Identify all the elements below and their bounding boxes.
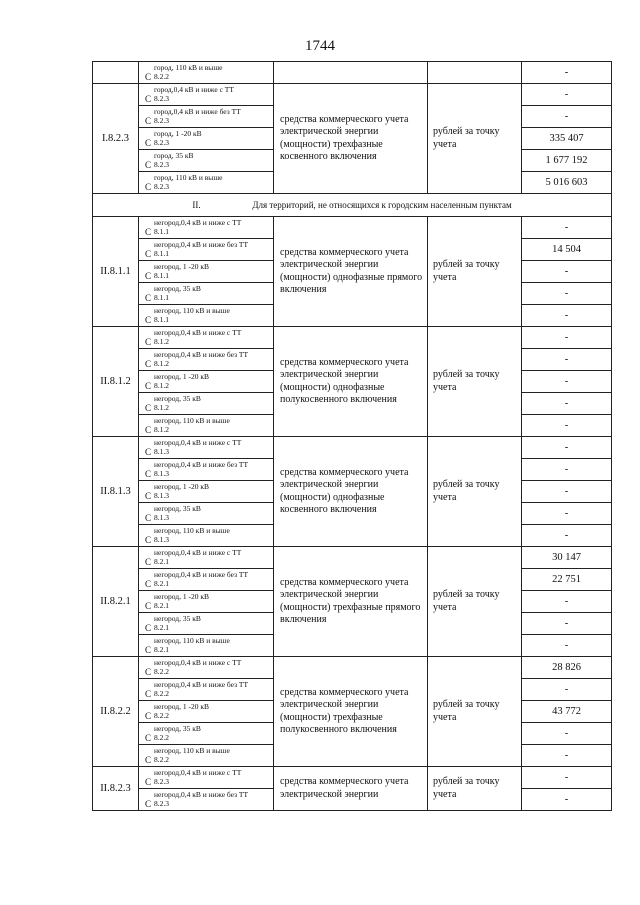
sub-name: негород, 35 кВ [154,394,201,403]
sub-name: негород, 110 кВ и выше [154,636,230,645]
sub-cell [139,172,274,194]
sub-cell [139,128,274,150]
sub-label [154,548,241,566]
sub-num: 8.1.3 [154,513,169,522]
sub-c-letter: С [145,579,152,589]
row-value: - [522,481,612,503]
sub-label [154,151,194,169]
sub-label [154,746,230,764]
sub-label [154,482,209,500]
sub-cell [139,723,274,745]
sub-label [154,350,248,368]
sub-name: негород, 1 -20 кВ [154,482,209,491]
sub-num: 8.2.2 [154,711,169,720]
sub-label [154,63,222,81]
sub-label [154,107,241,125]
sub-label [154,173,222,191]
sub-cell [139,217,274,239]
sub-cell [139,591,274,613]
row-code: I.8.2.3 [93,84,139,194]
row-unit: рублей за точку учета [428,217,522,327]
row-value: - [522,613,612,635]
sub-c-letter: С [145,315,152,325]
sub-c-letter: С [145,447,152,457]
row-unit: рублей за точку учета [428,547,522,657]
sub-c-letter: С [145,799,152,809]
row-value: - [522,217,612,239]
row-code: II.8.2.3 [93,767,139,811]
row-description [274,62,428,84]
sub-num: 8.1.3 [154,447,169,456]
table-row [93,767,612,789]
sub-label [154,614,201,632]
table-row [93,657,612,679]
sub-c-letter: С [145,557,152,567]
sub-c-letter: С [145,381,152,391]
sub-label [154,702,209,720]
sub-name: негород,0,4 кВ и ниже без ТТ [154,570,249,579]
sub-num: 8.1.1 [154,227,169,236]
sub-num: 8.2.1 [154,579,169,588]
sub-label [154,636,230,654]
sub-name: негород,0,4 кВ и ниже с ТТ [154,768,242,777]
sub-name: негород, 110 кВ и выше [154,416,230,425]
sub-name: негород, 1 -20 кВ [154,372,209,381]
row-value: - [522,503,612,525]
sub-label [154,85,234,103]
row-value: 28 826 [522,657,612,679]
sub-label [154,218,241,236]
tariff-table [92,61,612,811]
row-description: средства коммерческого учета электрической энергии (мощности) трехфазные полукосвенного включения [274,657,428,767]
sub-num: 8.2.3 [154,160,169,169]
table-row [93,547,612,569]
sub-num: 8.1.1 [154,249,169,258]
sub-label [154,328,241,346]
row-value: - [522,767,612,789]
sub-label [154,680,248,698]
sub-name: город, 110 кВ и выше [154,173,223,182]
sub-num: 8.1.2 [154,359,169,368]
sub-num: 8.1.3 [154,469,169,478]
sub-num: 8.1.1 [154,271,169,280]
sub-num: 8.2.2 [154,667,169,676]
sub-name: негород, 35 кВ [154,614,201,623]
sub-cell [139,701,274,723]
row-value: 43 772 [522,701,612,723]
sub-num: 8.2.1 [154,557,169,566]
sub-cell [139,635,274,657]
sub-c-letter: С [145,645,152,655]
sub-num: 8.2.2 [154,72,169,81]
sub-num: 8.2.3 [154,94,169,103]
sub-num: 8.2.3 [154,777,169,786]
sub-num: 8.1.3 [154,491,169,500]
sub-cell [139,349,274,371]
sub-name: негород,0,4 кВ и ниже без ТТ [154,460,249,469]
row-value: 1 677 192 [522,150,612,172]
sub-num: 8.1.1 [154,315,169,324]
row-value: - [522,62,612,84]
sub-cell [139,789,274,811]
sub-label [154,438,241,456]
sub-cell [139,459,274,481]
sub-cell [139,745,274,767]
sub-cell [139,503,274,525]
sub-c-letter: С [145,667,152,677]
sub-cell [139,283,274,305]
sub-name: негород, 1 -20 кВ [154,592,209,601]
sub-name: город, 110 кВ и выше [154,63,223,72]
sub-cell [139,393,274,415]
sub-cell [139,261,274,283]
page-number: 1744 [305,38,335,54]
sub-c-letter: С [145,182,152,192]
row-value: - [522,371,612,393]
sub-label [154,768,241,786]
sub-num: 8.2.1 [154,601,169,610]
sub-label [154,394,201,412]
sub-label [154,592,209,610]
row-value: 14 504 [522,239,612,261]
sub-label [154,570,248,588]
sub-name: негород,0,4 кВ и ниже с ТТ [154,218,242,227]
sub-c-letter: С [145,755,152,765]
sub-label [154,526,230,544]
sub-num: 8.2.3 [154,799,169,808]
sub-num: 8.2.2 [154,689,169,698]
sub-label [154,262,209,280]
section-title: Для территорий, не относящихся к городским населенным пунктам [252,200,512,210]
sub-cell [139,437,274,459]
row-unit: рублей за точку учета [428,437,522,547]
sub-num: 8.2.1 [154,623,169,632]
sub-name: негород, 110 кВ и выше [154,306,230,315]
sub-name: негород,0,4 кВ и ниже с ТТ [154,548,242,557]
sub-label [154,460,248,478]
sub-cell [139,547,274,569]
row-description: средства коммерческого учета электрической энергии [274,767,428,811]
sub-name: город,0,4 кВ и ниже с ТТ [154,85,234,94]
row-value: 5 016 603 [522,172,612,194]
sub-cell [139,481,274,503]
sub-c-letter: С [145,160,152,170]
sub-c-letter: С [145,733,152,743]
sub-c-letter: С [145,271,152,281]
row-value: - [522,679,612,701]
row-value: - [522,327,612,349]
row-code: II.8.1.1 [93,217,139,327]
sub-num: 8.2.2 [154,755,169,764]
sub-c-letter: С [145,227,152,237]
sub-name: негород, 110 кВ и выше [154,526,230,535]
sub-num: 8.2.3 [154,138,169,147]
row-value: - [522,415,612,437]
row-unit: рублей за точку учета [428,84,522,194]
row-value: - [522,305,612,327]
sub-cell [139,371,274,393]
sub-name: негород, 35 кВ [154,724,201,733]
sub-c-letter: С [145,249,152,259]
sub-num: 8.1.2 [154,425,169,434]
row-code: II.8.2.1 [93,547,139,657]
sub-label [154,504,201,522]
sub-cell [139,657,274,679]
sub-name: негород,0,4 кВ и ниже с ТТ [154,658,242,667]
row-value: - [522,106,612,128]
sub-c-letter: С [145,116,152,126]
sub-name: негород, 35 кВ [154,284,201,293]
sub-c-letter: С [145,491,152,501]
row-value: 335 407 [522,128,612,150]
sub-c-letter: С [145,337,152,347]
row-unit: рублей за точку учета [428,767,522,811]
sub-c-letter: С [145,469,152,479]
row-value: - [522,349,612,371]
row-value: - [522,723,612,745]
sub-name: негород,0,4 кВ и ниже с ТТ [154,438,242,447]
row-value: - [522,393,612,415]
sub-label [154,416,230,434]
table-row [93,327,612,349]
row-value: 22 751 [522,569,612,591]
table-row [93,217,612,239]
sub-cell [139,327,274,349]
sub-num: 8.1.3 [154,535,169,544]
sub-cell [139,305,274,327]
sub-name: негород,0,4 кВ и ниже без ТТ [154,350,249,359]
sub-c-letter: С [145,359,152,369]
sub-name: негород, 1 -20 кВ [154,702,209,711]
sub-label [154,372,209,390]
sub-name: город, 35 кВ [154,151,194,160]
row-value: - [522,261,612,283]
sub-label [154,284,201,302]
row-value: - [522,84,612,106]
sub-cell [139,613,274,635]
sub-name: негород, 1 -20 кВ [154,262,209,271]
sub-num: 8.1.1 [154,293,169,302]
sub-cell [139,415,274,437]
sub-c-letter: С [145,623,152,633]
sub-c-letter: С [145,138,152,148]
sub-name: город, 1 -20 кВ [154,129,202,138]
sub-cell [139,84,274,106]
sub-num: 8.2.3 [154,182,169,191]
row-unit: рублей за точку учета [428,327,522,437]
sub-c-letter: С [145,94,152,104]
sub-cell [139,106,274,128]
sub-cell [139,239,274,261]
sub-c-letter: С [145,689,152,699]
sub-cell [139,525,274,547]
row-value: - [522,591,612,613]
table-row [93,62,612,84]
row-description: средства коммерческого учета электрической энергии (мощности) трехфазные прямого включения [274,547,428,657]
row-value: - [522,437,612,459]
section-number: II. [192,200,201,210]
sub-c-letter: С [145,513,152,523]
row-description: средства коммерческого учета электрической энергии (мощности) трехфазные косвенного включения [274,84,428,194]
row-value: - [522,745,612,767]
row-description: средства коммерческого учета электрической энергии (мощности) однофазные прямого включения [274,217,428,327]
section-header [93,194,612,217]
sub-cell [139,569,274,591]
sub-cell [139,150,274,172]
sub-num: 8.2.2 [154,733,169,742]
sub-name: город,0,4 кВ и ниже без ТТ [154,107,241,116]
row-value: - [522,789,612,811]
row-code: II.8.2.2 [93,657,139,767]
sub-cell [139,679,274,701]
row-code: II.8.1.2 [93,327,139,437]
sub-c-letter: С [145,72,152,82]
sub-c-letter: С [145,711,152,721]
row-unit: рублей за точку учета [428,657,522,767]
sub-num: 8.1.2 [154,403,169,412]
row-unit [428,62,522,84]
sub-name: негород,0,4 кВ и ниже без ТТ [154,790,249,799]
row-description: средства коммерческого учета электрической энергии (мощности) однофазные полукосвенного включения [274,327,428,437]
sub-name: негород,0,4 кВ и ниже без ТТ [154,680,249,689]
sub-name: негород,0,4 кВ и ниже с ТТ [154,328,242,337]
sub-label [154,790,248,808]
sub-label [154,724,201,742]
sub-cell [139,62,274,84]
sub-num: 8.2.1 [154,645,169,654]
sub-c-letter: С [145,403,152,413]
sub-num: 8.1.2 [154,337,169,346]
sub-c-letter: С [145,601,152,611]
sub-cell [139,767,274,789]
row-description: средства коммерческого учета электрической энергии (мощности) однофазные косвенного включения [274,437,428,547]
sub-name: негород, 35 кВ [154,504,201,513]
sub-label [154,306,230,324]
sub-name: негород, 110 кВ и выше [154,746,230,755]
row-value: - [522,635,612,657]
sub-name: негород,0,4 кВ и ниже без ТТ [154,240,249,249]
sub-label [154,129,202,147]
row-value: - [522,525,612,547]
sub-num: 8.1.2 [154,381,169,390]
sub-num: 8.2.3 [154,116,169,125]
row-code: II.8.1.3 [93,437,139,547]
sub-c-letter: С [145,425,152,435]
sub-c-letter: С [145,535,152,545]
sub-label [154,240,248,258]
row-value: 30 147 [522,547,612,569]
table-row [93,437,612,459]
row-value: - [522,459,612,481]
sub-c-letter: С [145,293,152,303]
table-row [93,84,612,106]
section-row [93,194,612,217]
row-value: - [522,283,612,305]
sub-label [154,658,241,676]
row-code [93,62,139,84]
sub-c-letter: С [145,777,152,787]
